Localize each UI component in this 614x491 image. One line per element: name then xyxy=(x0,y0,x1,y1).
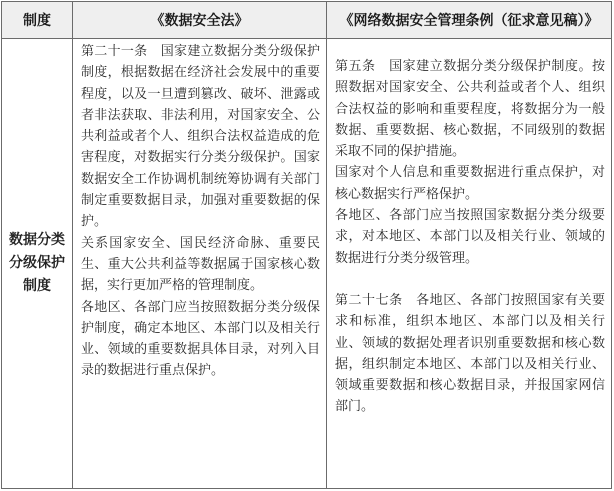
data-security-law-cell xyxy=(73,39,327,489)
regulation-key-protection-paragraph: 国家对个人信息和重要数据进行重点保护，对核心数据实行严格保护。 xyxy=(335,165,605,202)
regulation-article-5: 第五条 国家建立数据分类分级保护制度。按照数据对国家安全、公共利益或者个人、组织合法权益的影响和重要程度，将数据分为一般数据、重要数据、核心数据，不同级别的数据采取不同的保护措施。 xyxy=(335,59,605,160)
law-regional-paragraph: 各地区、各部门应当按照数据分类分级保护制度，确定本地区、本部门以及相关行业、领域的重要数据具体目录，对列入目录的数据进行重点保护。 xyxy=(81,299,320,379)
header-row xyxy=(2,2,612,39)
system-name: 数据分类分级保护制度 xyxy=(9,232,65,294)
system-name-cell xyxy=(2,39,73,489)
regulation-regional-paragraph: 各地区、各部门应当按照国家数据分类分级要求，对本地区、本部门以及相关行业、领域的数据进行分类分级管理。 xyxy=(335,208,605,266)
header-data-security-law: 《数据安全法》 xyxy=(73,2,327,39)
paragraph-spacer xyxy=(335,269,605,290)
table-row xyxy=(2,39,612,489)
comparison-table xyxy=(1,1,612,489)
header-network-data-regulation: 《网络数据安全管理条例（征求意见稿）》 xyxy=(327,2,612,39)
comparison-table-wrapper xyxy=(1,1,612,489)
law-core-data-paragraph: 关系国家安全、国民经济命脉、重要民生、重大公共利益等数据属于国家核心数据，实行更加严格的管理制度。 xyxy=(81,235,320,294)
regulation-article-27: 第二十七条 各地区、各部门按照国家有关要求和标准，组织本地区、本部门以及相关行业、领域的数据处理者识别重要数据和核心数据，组织制定本地区、本部门以及相关行业、领域重要数据和核心数据目录，并报国家网信部门。 xyxy=(335,292,605,415)
law-article-21: 第二十一条 国家建立数据分类分级保护制度，根据数据在经济社会发展中的重要程度，以及一旦遭到篡改、破坏、泄露或者非法获取、非法利用，对国家安全、公共利益或者个人、组织合法权益造成的危害程度，对数据实行分类分级保护。国家数据安全工作协调机制统筹协调有关部门制定重要数据目录，加强对重要数据的保护。 xyxy=(81,44,320,230)
header-system: 制度 xyxy=(2,2,73,39)
network-data-regulation-cell xyxy=(327,39,612,489)
